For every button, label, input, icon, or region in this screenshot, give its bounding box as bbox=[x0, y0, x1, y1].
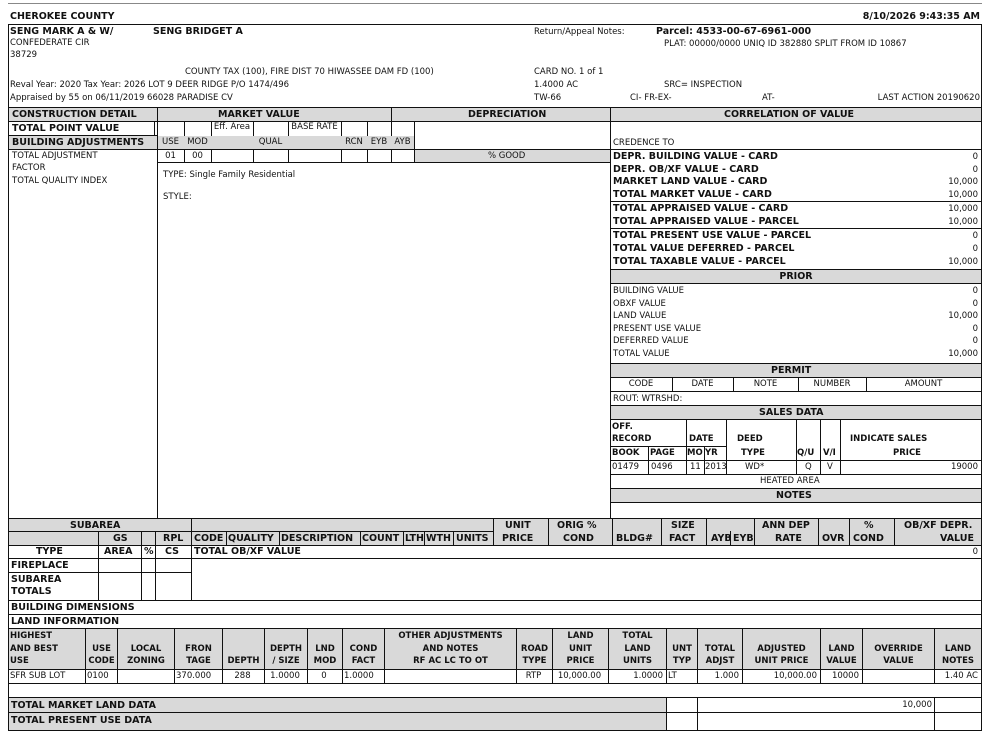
subarea-title: SUBAREA bbox=[70, 520, 121, 531]
sale-month: 11 bbox=[690, 462, 701, 472]
land-header-cell: RF AC LC TO OT bbox=[413, 656, 488, 666]
land-header-cell: ADJST bbox=[705, 656, 735, 666]
sale-book: 01479 bbox=[612, 462, 640, 472]
mod-header: MOD bbox=[187, 137, 208, 147]
land-header-cell: UNITS bbox=[622, 656, 653, 666]
prior-row-label: BUILDING VALUE bbox=[613, 286, 684, 296]
rout-code: ROUT: WTRSHD: bbox=[613, 394, 683, 404]
land-header-cell: FACT bbox=[351, 656, 376, 666]
land-header-cell: COND bbox=[349, 643, 378, 654]
total-market-land-value: 10,000 bbox=[902, 700, 932, 710]
land-header-cell: PRICE bbox=[566, 656, 595, 666]
credence-to: CREDENCE TO bbox=[613, 138, 675, 148]
obxf-anndep-header: ANN DEP bbox=[762, 520, 810, 531]
correlation-row-label: DEPR. OB/XF VALUE - CARD bbox=[613, 164, 759, 175]
land-data-cell: 370.000 bbox=[176, 671, 212, 681]
land-data-cell: SFR SUB LOT bbox=[10, 671, 66, 681]
land-header-cell: USE bbox=[92, 643, 111, 654]
prior-title: PRIOR bbox=[779, 271, 813, 282]
obxf-wth-header: WTH bbox=[426, 533, 451, 544]
parcel-number: Parcel: 4533-00-67-6961-000 bbox=[656, 26, 812, 37]
obxf-quality-header: QUALITY bbox=[228, 533, 274, 544]
pct-header: % bbox=[144, 546, 154, 557]
land-data-cell: 0 bbox=[321, 671, 327, 681]
ci-code: CI- FR-EX- bbox=[630, 93, 672, 103]
land-header-cell: AND BEST bbox=[10, 643, 58, 654]
deed-type-header: TYPE bbox=[741, 448, 765, 458]
obxf-bldg-header: BLDG# bbox=[616, 533, 653, 544]
vi-header: V/I bbox=[823, 448, 836, 458]
land-column-divider bbox=[264, 628, 265, 683]
permit-note-header: NOTE bbox=[753, 379, 778, 389]
land-column-divider bbox=[742, 628, 743, 683]
qu-header: Q/U bbox=[797, 448, 815, 458]
prior-row-value: 10,000 bbox=[948, 348, 978, 359]
land-column-divider bbox=[697, 628, 698, 683]
report-timestamp: 8/10/2026 9:43:35 AM bbox=[862, 11, 980, 22]
land-header-cell: USE bbox=[10, 656, 29, 666]
land-header-cell: CODE bbox=[88, 656, 115, 666]
reval-year: Reval Year: 2020 Tax Year: 2026 LOT 9 DEER RIDGE P/O 1474/496 bbox=[10, 80, 290, 90]
obxf-price-header: PRICE bbox=[502, 533, 534, 544]
gs-header: GS bbox=[113, 533, 128, 544]
quality-index-label: TOTAL QUALITY INDEX bbox=[12, 176, 108, 186]
land-column-divider bbox=[117, 628, 118, 683]
subarea-totals-label-2: TOTALS bbox=[11, 586, 52, 597]
correlation-title: CORRELATION OF VALUE bbox=[724, 109, 855, 120]
sales-date-header: DATE bbox=[689, 434, 714, 444]
obxf-orig-header: ORIG % bbox=[557, 520, 597, 531]
market-value-title: MARKET VALUE bbox=[218, 109, 300, 120]
rcn-header: RCN bbox=[345, 137, 363, 147]
depreciation-title: DEPRECIATION bbox=[468, 109, 547, 120]
indicate-sales-header: INDICATE SALES bbox=[850, 434, 928, 444]
correlation-divider bbox=[610, 228, 982, 229]
correlation-row-value: 10,000 bbox=[948, 217, 978, 227]
source-inspection: SRC= INSPECTION bbox=[664, 80, 743, 90]
owner-name-1: SENG MARK A & W/ bbox=[10, 26, 114, 37]
land-header-cell: UNIT PRICE bbox=[754, 656, 809, 666]
correlation-row-label: DEPR. BUILDING VALUE - CARD bbox=[613, 151, 778, 162]
prior-row-value: 0 bbox=[972, 286, 978, 296]
subarea-type-header: TYPE bbox=[36, 546, 63, 557]
correlation-row-value: 0 bbox=[972, 231, 978, 241]
correlation-row-value: 10,000 bbox=[948, 204, 978, 214]
use-header: USE bbox=[162, 137, 179, 147]
obxf-code-header: CODE bbox=[194, 533, 224, 544]
permit-number-header: NUMBER bbox=[813, 379, 851, 389]
land-header-cell: LOCAL bbox=[130, 643, 162, 654]
land-data-cell: 10,000.00 bbox=[557, 671, 602, 681]
sale-qualified: Q bbox=[805, 462, 812, 472]
land-header-cell: VALUE bbox=[826, 656, 857, 666]
land-header-cell: LAND bbox=[624, 643, 651, 654]
land-header-cell: MOD bbox=[313, 656, 337, 666]
obxf-count-header: COUNT bbox=[362, 533, 400, 544]
adjustment-factor-label: FACTOR bbox=[12, 163, 46, 173]
land-header-cell: OTHER ADJUSTMENTS bbox=[398, 631, 503, 641]
obxf-rate-header: RATE bbox=[775, 533, 802, 544]
prior-row-label: DEFERRED VALUE bbox=[613, 336, 689, 346]
obxf-units-header: UNITS bbox=[456, 533, 489, 544]
land-header-cell: LAND bbox=[944, 643, 972, 654]
land-column-divider bbox=[174, 628, 175, 683]
building-dimensions-title: BUILDING DIMENSIONS bbox=[11, 602, 135, 613]
land-column-divider bbox=[934, 628, 935, 683]
permit-code-header: CODE bbox=[628, 379, 654, 389]
correlation-divider bbox=[610, 201, 982, 202]
correlation-row-label: TOTAL VALUE DEFERRED - PARCEL bbox=[613, 243, 795, 254]
land-column-divider bbox=[307, 628, 308, 683]
total-present-use-label: TOTAL PRESENT USE DATA bbox=[11, 715, 152, 726]
land-header-cell: VALUE bbox=[883, 656, 914, 666]
land-data-cell: 0100 bbox=[87, 671, 109, 681]
land-column-divider bbox=[384, 628, 385, 683]
plat-info: PLAT: 00000/0000 UNIQ ID 382880 SPLIT FROM ID 10867 bbox=[664, 39, 907, 49]
notes-title: NOTES bbox=[776, 490, 812, 501]
obxf-pcond-header: COND bbox=[853, 533, 884, 544]
land-header-cell: LND bbox=[315, 643, 335, 654]
prior-row-value: 0 bbox=[972, 298, 978, 309]
heated-area: HEATED AREA bbox=[760, 476, 820, 486]
mo-header: MO bbox=[687, 448, 703, 458]
obxf-depr-header: OB/XF DEPR. bbox=[904, 520, 973, 531]
land-header-cell: ROAD bbox=[520, 643, 549, 654]
permit-amount-header: AMOUNT bbox=[904, 379, 943, 389]
last-action: LAST ACTION 20190620 bbox=[877, 93, 980, 103]
land-column-divider bbox=[666, 628, 667, 683]
eff-area-header: Eff. Area bbox=[213, 122, 251, 132]
correlation-row-value: 0 bbox=[972, 152, 978, 162]
deed-header: DEED bbox=[737, 434, 763, 444]
land-column-divider bbox=[85, 628, 86, 683]
page-header: PAGE bbox=[650, 448, 675, 458]
yr-header: YR bbox=[705, 448, 718, 458]
land-data-cell: 1.40 AC bbox=[944, 671, 978, 681]
land-column-divider bbox=[820, 628, 821, 683]
sales-price-header: PRICE bbox=[893, 448, 921, 458]
land-data-cell: RTP bbox=[525, 671, 542, 681]
correlation-row-label: TOTAL APPRAISED VALUE - PARCEL bbox=[613, 216, 799, 227]
book-header: BOOK bbox=[612, 448, 640, 458]
permit-title: PERMIT bbox=[771, 365, 812, 376]
correlation-row-label: TOTAL PRESENT USE VALUE - PARCEL bbox=[613, 230, 812, 241]
land-header-cell: ADJUSTED bbox=[757, 643, 806, 654]
qual-header: QUAL bbox=[258, 137, 283, 147]
obxf-value-header: VALUE bbox=[940, 533, 974, 544]
prior-row-value: 0 bbox=[972, 336, 978, 346]
area-header: AREA bbox=[104, 546, 133, 557]
land-header-cell: TYPE bbox=[522, 656, 547, 666]
owner-zip: 38729 bbox=[10, 50, 38, 60]
land-data-cell: 1.0000 bbox=[270, 671, 300, 681]
sales-data-title: SALES DATA bbox=[759, 407, 824, 418]
land-header-cell: OVERRIDE bbox=[874, 643, 923, 654]
land-header-cell: ZONING bbox=[127, 656, 165, 666]
land-header-cell: TOTAL bbox=[704, 643, 736, 654]
construction-detail-title: CONSTRUCTION DETAIL bbox=[12, 109, 137, 120]
total-obxf-label: TOTAL OB/XF VALUE bbox=[194, 546, 301, 557]
land-data-cell: 10000 bbox=[831, 671, 859, 681]
obxf-ayb-header: AYB bbox=[711, 533, 732, 544]
total-adjustment-label: TOTAL ADJUSTMENT bbox=[12, 151, 98, 161]
obxf-fact-header: FACT bbox=[669, 533, 696, 544]
obxf-pct-header: % bbox=[864, 520, 874, 531]
cs-header: CS bbox=[165, 546, 179, 557]
pct-good-header: % GOOD bbox=[488, 151, 526, 161]
land-header-cell: FRON bbox=[185, 643, 212, 654]
total-point-value-label: TOTAL POINT VALUE bbox=[12, 123, 120, 134]
land-header-cell: LAND bbox=[828, 643, 855, 654]
prior-row-label: TOTAL VALUE bbox=[613, 348, 670, 359]
sale-deed: WD* bbox=[745, 462, 765, 472]
obxf-description-header: DESCRIPTION bbox=[281, 533, 354, 544]
appeal-notes-label: Return/Appeal Notes: bbox=[534, 27, 625, 37]
land-header-cell: UNT bbox=[672, 643, 692, 654]
sale-year: 2013 bbox=[705, 462, 727, 472]
land-header-cell: UNIT bbox=[569, 643, 592, 654]
land-header-cell: LAND bbox=[567, 631, 594, 641]
land-data-cell: 1.0000 bbox=[344, 671, 374, 681]
acreage: 1.4000 AC bbox=[534, 80, 579, 90]
building-type: TYPE: Single Family Residential bbox=[163, 170, 296, 180]
sale-vi: V bbox=[827, 462, 833, 472]
obxf-lth-header: LTH bbox=[405, 533, 424, 544]
land-column-divider bbox=[608, 628, 609, 683]
land-data-cell: 10,000.00 bbox=[773, 671, 817, 681]
prior-row-label: OBXF VALUE bbox=[613, 298, 666, 309]
correlation-row-value: 10,000 bbox=[948, 177, 978, 187]
land-data-cell: 1.000 bbox=[714, 671, 739, 681]
owner-street: CONFEDERATE CIR bbox=[10, 38, 90, 48]
correlation-row-label: MARKET LAND VALUE - CARD bbox=[613, 176, 768, 187]
correlation-row-label: TOTAL MARKET VALUE - CARD bbox=[613, 189, 772, 200]
land-header-cell: HIGHEST bbox=[10, 631, 53, 641]
township: TW-66 bbox=[534, 93, 562, 103]
total-market-land-label: TOTAL MARKET LAND DATA bbox=[11, 700, 156, 711]
land-information-title: LAND INFORMATION bbox=[11, 616, 120, 627]
subarea-totals-label-1: SUBAREA bbox=[11, 574, 62, 585]
appraised-by: Appraised by 55 on 06/11/2019 66028 PARADISE CV bbox=[10, 93, 233, 103]
land-column-divider bbox=[342, 628, 343, 683]
base-rate-header: BASE RATE bbox=[291, 122, 338, 132]
mod-value: 00 bbox=[192, 151, 203, 161]
obxf-unit-header: UNIT bbox=[505, 520, 531, 531]
land-data-cell: LT bbox=[668, 671, 677, 681]
record-label: RECORD bbox=[612, 434, 652, 444]
card-number: CARD NO. 1 of 1 bbox=[534, 67, 604, 77]
obxf-cond-header: COND bbox=[563, 533, 594, 544]
prior-row-label: PRESENT USE VALUE bbox=[613, 323, 702, 334]
prior-row-label: LAND VALUE bbox=[613, 311, 667, 321]
correlation-row-value: 10,000 bbox=[948, 257, 978, 267]
building-adjustments-label: BUILDING ADJUSTMENTS bbox=[12, 137, 145, 148]
land-header-cell: AND NOTES bbox=[422, 643, 479, 654]
land-header-cell: / SIZE bbox=[272, 656, 300, 666]
land-header-cell: DEPTH bbox=[227, 656, 260, 666]
fireplace-label: FIREPLACE bbox=[11, 560, 69, 571]
correlation-row-label: TOTAL APPRAISED VALUE - CARD bbox=[613, 203, 789, 214]
county-title: CHEROKEE COUNTY bbox=[10, 11, 115, 22]
land-header-cell: DEPTH bbox=[269, 643, 302, 654]
owner-name-2: SENG BRIDGET A bbox=[153, 26, 243, 37]
sale-price: 19000 bbox=[950, 462, 978, 472]
building-style: STYLE: bbox=[163, 192, 192, 202]
prior-row-value: 0 bbox=[972, 323, 978, 334]
use-value: 01 bbox=[165, 151, 176, 161]
land-data-cell: 1.0000 bbox=[633, 671, 663, 681]
land-header-cell: TAGE bbox=[186, 656, 211, 666]
correlation-row-value: 0 bbox=[972, 165, 978, 175]
correlation-row-value: 0 bbox=[972, 244, 978, 254]
correlation-row-label: TOTAL TAXABLE VALUE - PARCEL bbox=[613, 256, 786, 267]
permit-date-header: DATE bbox=[691, 379, 714, 389]
prior-row-value: 10,000 bbox=[948, 311, 978, 321]
land-header-cell: TYP bbox=[672, 656, 692, 666]
obxf-eyb-header: EYB bbox=[733, 533, 754, 544]
at-code: AT- bbox=[762, 93, 775, 103]
land-data-cell: 288 bbox=[234, 671, 251, 681]
total-obxf-value: 0 bbox=[972, 547, 978, 557]
obxf-ovr-header: OVR bbox=[822, 533, 845, 544]
sale-page: 0496 bbox=[651, 462, 673, 472]
off-label: OFF. bbox=[612, 422, 633, 432]
ayb-header: AYB bbox=[394, 137, 411, 147]
land-column-divider bbox=[516, 628, 517, 683]
eyb-header: EYB bbox=[370, 137, 388, 147]
correlation-row-value: 10,000 bbox=[948, 190, 978, 200]
obxf-size-header: SIZE bbox=[671, 520, 695, 531]
land-column-divider bbox=[222, 628, 223, 683]
land-column-divider bbox=[552, 628, 553, 683]
tax-district: COUNTY TAX (100), FIRE DIST 70 HIWASSEE DAM FD (100) bbox=[185, 67, 434, 77]
land-column-divider bbox=[862, 628, 863, 683]
land-header-cell: NOTES bbox=[941, 656, 975, 666]
rpl-header: RPL bbox=[163, 533, 184, 544]
land-header-cell: TOTAL bbox=[622, 631, 653, 641]
